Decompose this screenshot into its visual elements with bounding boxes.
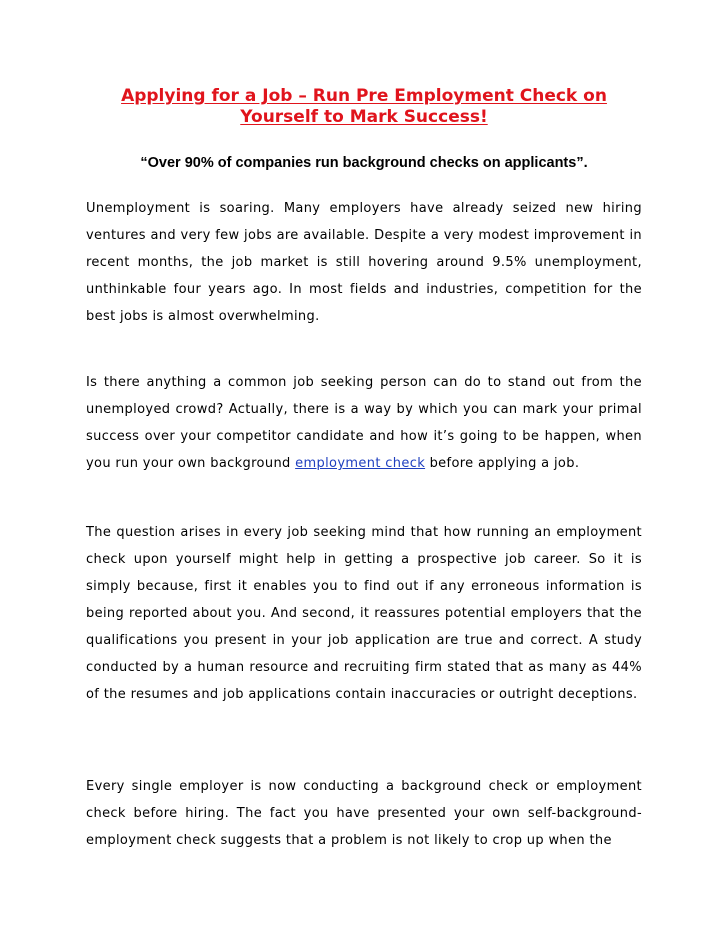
paragraph-stand-out xyxy=(86,369,642,477)
paragraph-every-employer: Every single employer is now conducting a background check or employment check before hiring. The fact you have presented your own self-background-employment check suggests that a problem is not likely to crop up when the xyxy=(86,779,642,848)
employment-check-link[interactable]: employment check xyxy=(295,456,426,471)
paragraph-question: The question arises in every job seeking mind that how running an employment check upon yourself might help in getting a prospective job career. So it is simply because, first it enables you to find out if any erroneous information is being reported about you. And second, it reassures potential employers that the qualifications you present in your job application are true and correct. A study conducted by a human resource and recruiting firm stated that as many as 44% of the resumes and job applications contain inaccuracies or outright deceptions. xyxy=(86,525,642,702)
pull-quote: “Over 90% of companies run background checks on applicants”. xyxy=(140,155,588,171)
paragraph-unemployment: Unemployment is soaring. Many employers have already seized new hiring ventures and very few jobs are available. Despite a very modest improvement in recent months, the job market is still hovering around 9.5% unemployment, unthinkable four years ago. In most fields and industries, competition for the best jobs is almost overwhelming. xyxy=(86,201,642,324)
document-title: Applying for a Job – Run Pre Employment Check on Yourself to Mark Success! xyxy=(121,86,607,127)
paragraph-text-after-link: before applying a job. xyxy=(425,456,580,471)
paragraph-text-before-link: Is there anything a common job seeking person can do to stand out from the unemployed crowd? Actually, there is a way by which you can mark your primal success over your competitor candidate and how it’s going to be happen, when you run your own background xyxy=(86,375,642,471)
